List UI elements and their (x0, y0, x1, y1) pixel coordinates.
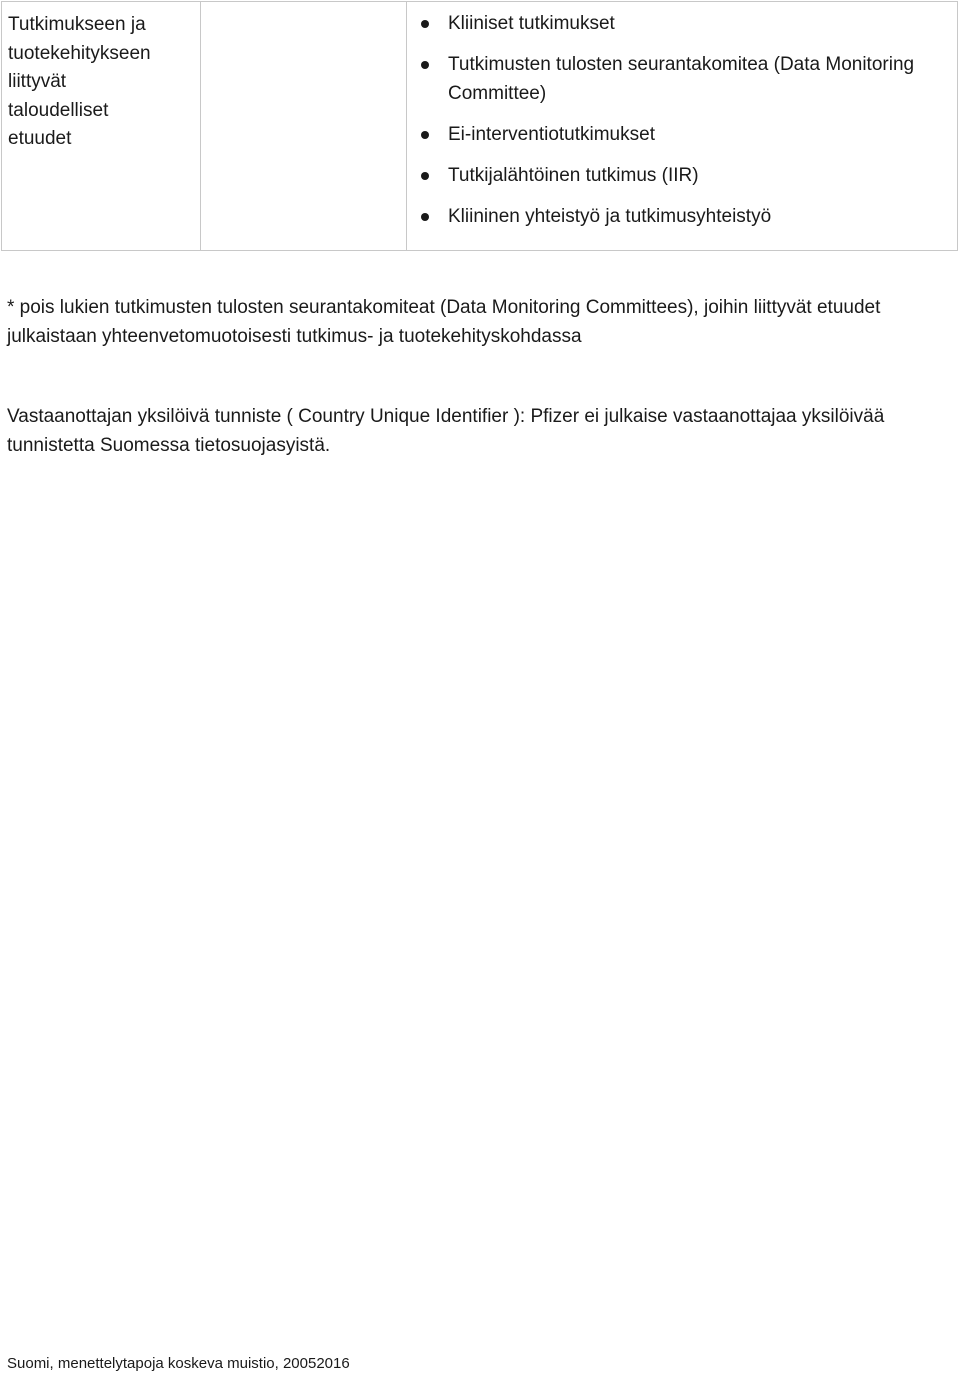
benefit-type-list (407, 2, 957, 231)
list-item (407, 51, 957, 108)
items-cell (407, 2, 958, 251)
benefits-table (1, 1, 958, 251)
list-item (407, 121, 957, 150)
list-item (407, 162, 957, 191)
empty-cell (201, 2, 407, 251)
bullet-icon (421, 213, 429, 221)
bullet-icon (421, 20, 429, 28)
table-row (2, 2, 958, 251)
list-item (407, 203, 957, 232)
category-label: Tutkimukseen ja tuotekehitykseen liittyvät taloudelliset etuudet (8, 14, 151, 149)
bullet-icon (421, 131, 429, 139)
page-footer: Suomi, menettelytapoja koskeva muistio, 20052016 (7, 1355, 350, 1372)
exclusion-note: * pois lukien tutkimusten tulosten seurantakomiteat (Data Monitoring Committees), joihin liittyvät etuudet julkaistaan yhteenvetomuotoisesti tutkimus- ja tuotekehityskohdassa (7, 297, 881, 347)
bullet-icon (421, 61, 429, 69)
list-item-text: Kliininen yhteistyö ja tutkimusyhteistyö (448, 205, 772, 227)
category-cell (2, 2, 201, 251)
list-item-text: Ei-interventiotutkimukset (448, 123, 655, 145)
list-item-text: Tutkijalähtöinen tutkimus (IIR) (448, 164, 699, 186)
list-item (407, 10, 957, 39)
list-item-text: Tutkimusten tulosten seurantakomitea (Data Monitoring Committee) (448, 54, 915, 104)
bullet-icon (421, 172, 429, 180)
identifier-note: Vastaanottajan yksilöivä tunniste ( Country Unique Identifier ): Pfizer ei julkaise vastaanottajaa yksilöivää tunnistetta Suomessa tietosuojasyistä. (7, 406, 885, 456)
list-item-text: Kliiniset tutkimukset (448, 13, 615, 34)
